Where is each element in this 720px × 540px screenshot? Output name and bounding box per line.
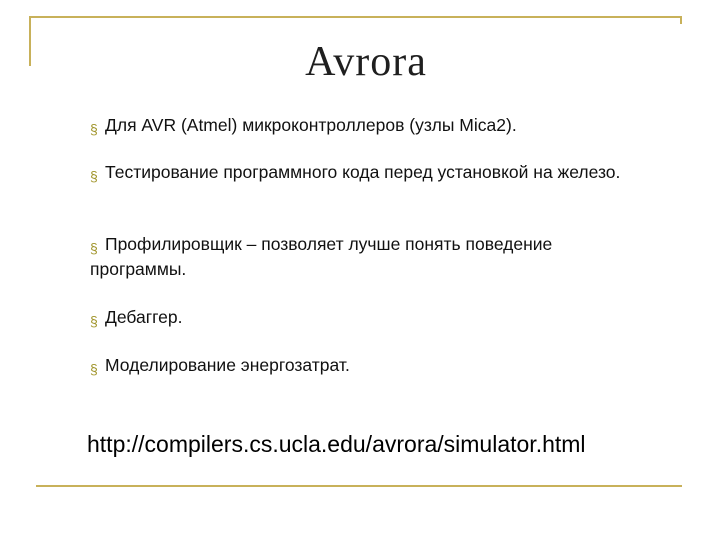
bullet-text: Профилировщик – позволяет лучше понять поведение программы.: [90, 234, 553, 279]
section-sign-icon: [90, 168, 99, 179]
section-sign-icon: [90, 240, 99, 251]
section-sign-icon: [90, 121, 99, 132]
right-border-tick: [680, 16, 682, 24]
section-sign-icon: [90, 361, 99, 372]
bullet-item: [90, 160, 650, 185]
slide-title: Avrora: [305, 39, 427, 85]
section-sign-icon: [90, 313, 99, 324]
bullet-item: [90, 305, 650, 330]
bullet-item: [90, 113, 650, 138]
bullet-text: Дебаггер.: [105, 307, 183, 327]
bullet-text: Тестирование программного кода перед установкой на железо.: [105, 162, 621, 182]
top-border-line: [30, 16, 682, 18]
bullet-item: [90, 232, 650, 282]
simulator-link[interactable]: http://compilers.cs.ucla.edu/avrora/simulator.html: [87, 431, 586, 457]
bullet-text: Для AVR (Atmel) микроконтроллеров (узлы Mica2).: [105, 115, 517, 135]
bottom-border-line: [36, 485, 682, 487]
bullet-text: Моделирование энергозатрат.: [105, 355, 350, 375]
bullet-item: [90, 353, 650, 378]
